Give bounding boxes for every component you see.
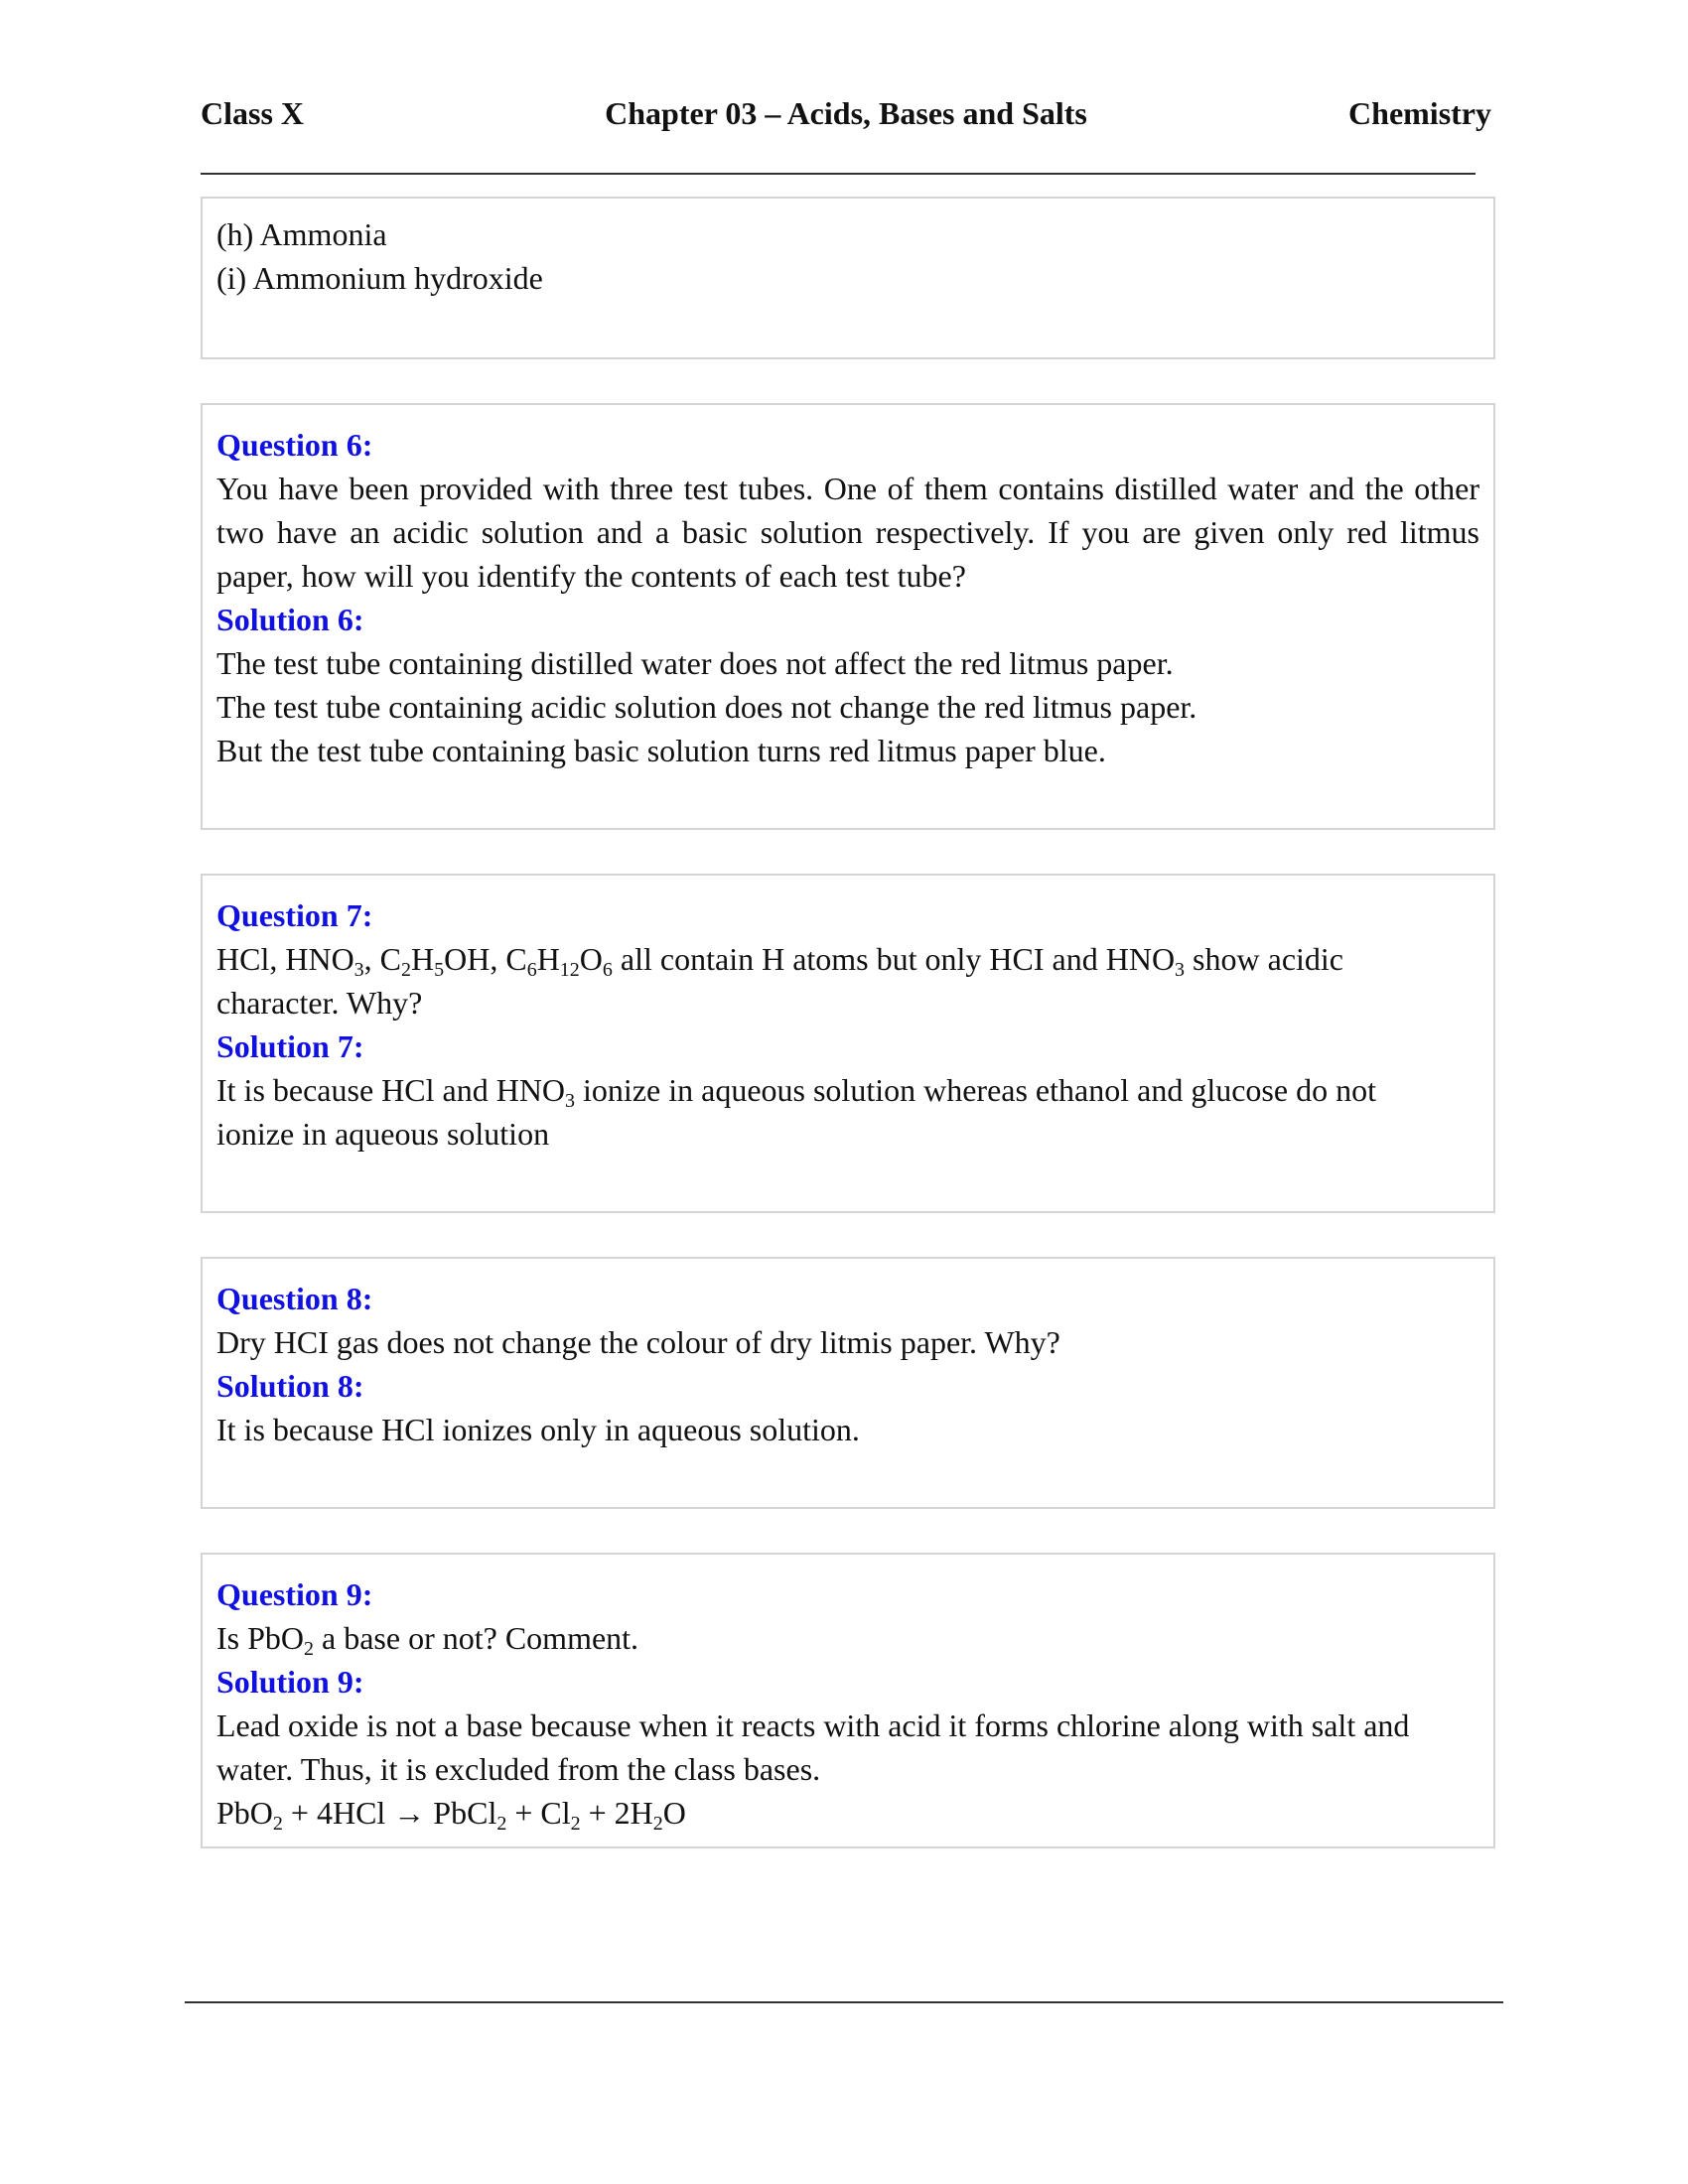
- question-9-text: Is PbO$_2$ a base or not? Comment.: [216, 1620, 639, 1660]
- header-rule: [201, 173, 1476, 175]
- solution-8-label: Solution 8:: [216, 1368, 364, 1404]
- solution-7-label: Solution 7:: [216, 1028, 364, 1064]
- solution-8-text: It is because HCl ionizes only in aqueous solution.: [216, 1412, 860, 1447]
- solution-6-line-3: But the test tube containing basic solution turns red litmus paper blue.: [216, 733, 1106, 768]
- list-item-i: (i) Ammonium hydroxide: [216, 260, 543, 296]
- header-chapter: Chapter 03 – Acids, Bases and Salts: [605, 95, 1087, 131]
- question-7-label: Question 7:: [216, 897, 373, 933]
- solution-7-text: It is because HCl and $HNO_3$ ionize in aqueous solution whereas ethanol and glucose do not ionize in aqueous solution: [216, 1072, 1376, 1152]
- question-6-text: You have been provided with three test tubes. One of them contains distilled water and the other two have an acidic solution and a basic solution respectively. If you are given only red litmus paper, how will you identify the contents of each test tube?: [216, 471, 1479, 594]
- continuation-box: [201, 197, 1495, 359]
- question-9-label: Question 9:: [216, 1576, 373, 1612]
- page-header: [201, 95, 1491, 145]
- question-7-text: HCl, $HNO_3$, $C_2H_5OH$, $C_6H_{12}O_6$ all contain H atoms but only HCI and $HNO_3$ show acidic character. Why?: [216, 941, 1343, 1021]
- list-item-h: (h) Ammonia: [216, 216, 387, 252]
- question-8-box: [201, 1257, 1495, 1509]
- header-subject: Chemistry: [1348, 95, 1491, 131]
- solution-9-equation: PbO$_2$ + 4HCl → PbCl$_2$ + $Cl_2 + 2H_2O$: [216, 1795, 686, 1835]
- footer-rule: [185, 2001, 1503, 2003]
- solution-6-line-2: The test tube containing acidic solution does not change the red litmus paper.: [216, 689, 1197, 725]
- solution-6-line-1: The test tube containing distilled water does not affect the red litmus paper.: [216, 645, 1174, 681]
- question-6-label: Question 6:: [216, 427, 373, 463]
- question-9-box: [201, 1553, 1495, 1848]
- question-8-text: Dry HCI gas does not change the colour of dry litmis paper. Why?: [216, 1324, 1060, 1360]
- solution-9-label: Solution 9:: [216, 1664, 364, 1700]
- solution-6-label: Solution 6:: [216, 602, 364, 637]
- question-6-box: [201, 403, 1495, 830]
- question-8-label: Question 8:: [216, 1281, 373, 1316]
- question-7-box: [201, 874, 1495, 1213]
- solution-9-text: Lead oxide is not a base because when it reacts with acid it forms chlorine along with salt and water. Thus, it is excluded from the class bases.: [216, 1707, 1410, 1787]
- header-class: Class X: [201, 95, 305, 131]
